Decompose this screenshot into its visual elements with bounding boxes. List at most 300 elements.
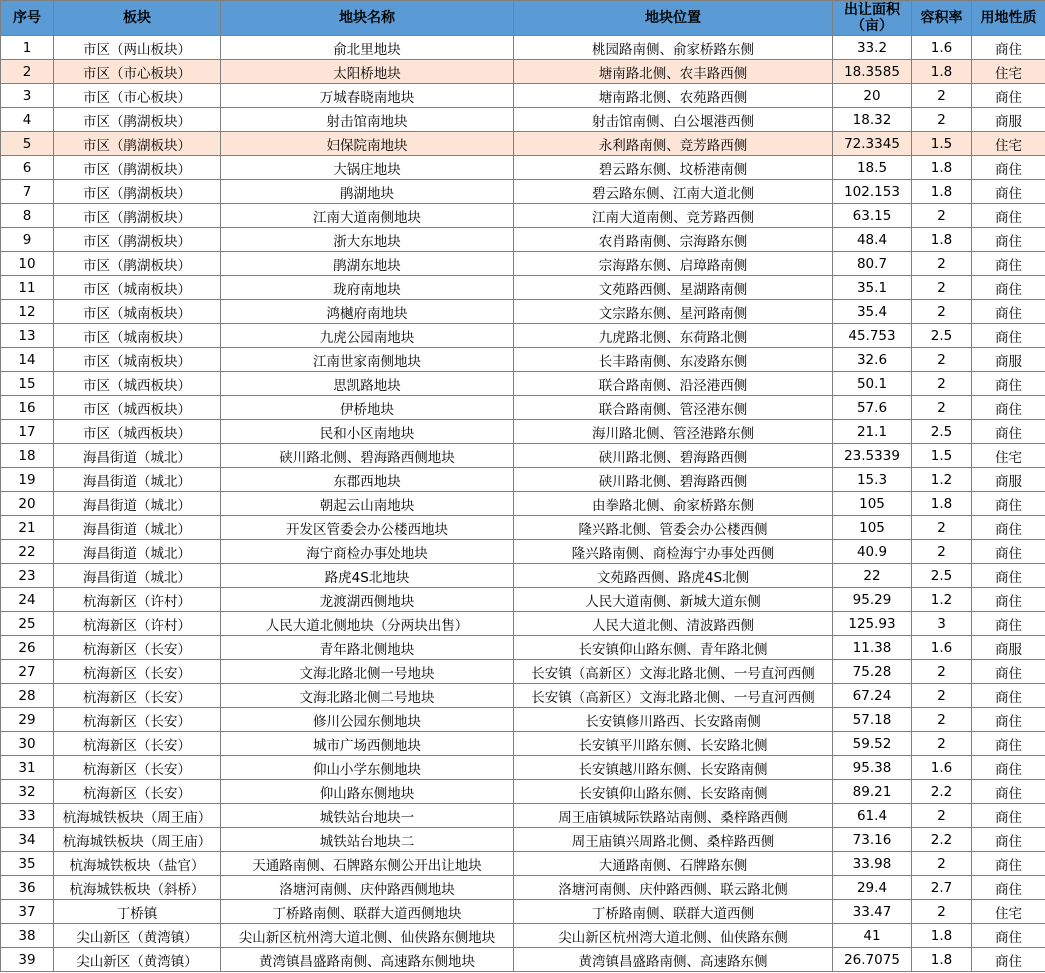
cell-index: 7 <box>1 180 54 204</box>
cell-plot-ratio: 1.8 <box>912 156 972 180</box>
cell-area: 33.47 <box>833 900 912 924</box>
cell-area: 26.7075 <box>833 948 912 972</box>
cell-area: 18.5 <box>833 156 912 180</box>
cell-area: 48.4 <box>833 228 912 252</box>
cell-land-use: 住宅 <box>972 444 1045 468</box>
cell-index: 10 <box>1 252 54 276</box>
cell-sector: 市区（鹃湖板块） <box>54 132 221 156</box>
cell-sector: 市区（城西板块） <box>54 420 221 444</box>
cell-sector: 尖山新区（黄湾镇） <box>54 948 221 972</box>
table-row <box>1 204 1045 228</box>
cell-index: 21 <box>1 516 54 540</box>
cell-plot-ratio: 1.8 <box>912 948 972 972</box>
cell-sector: 市区（鹃湖板块） <box>54 204 221 228</box>
cell-parcel-name: 文海北路北侧一号地块 <box>221 660 514 684</box>
table-row <box>1 948 1045 972</box>
cell-plot-ratio: 1.6 <box>912 36 972 60</box>
cell-area: 95.29 <box>833 588 912 612</box>
cell-sector: 杭海新区（许村） <box>54 612 221 636</box>
cell-index: 30 <box>1 732 54 756</box>
table-row <box>1 804 1045 828</box>
table-row <box>1 780 1045 804</box>
cell-index: 14 <box>1 348 54 372</box>
cell-location: 长安镇（高新区）文海北路北侧、一号直河西侧 <box>514 660 833 684</box>
cell-index: 16 <box>1 396 54 420</box>
cell-index: 12 <box>1 300 54 324</box>
cell-land-use: 商住 <box>972 420 1045 444</box>
cell-plot-ratio: 1.8 <box>912 228 972 252</box>
cell-index: 6 <box>1 156 54 180</box>
cell-parcel-name: 浙大东地块 <box>221 228 514 252</box>
cell-parcel-name: 万城春晓南地块 <box>221 84 514 108</box>
cell-plot-ratio: 1.5 <box>912 132 972 156</box>
cell-plot-ratio: 2 <box>912 516 972 540</box>
cell-plot-ratio: 2.5 <box>912 420 972 444</box>
cell-sector: 海昌街道（城北） <box>54 492 221 516</box>
cell-area: 95.38 <box>833 756 912 780</box>
cell-plot-ratio: 2.5 <box>912 324 972 348</box>
table-row <box>1 708 1045 732</box>
cell-area: 18.3585 <box>833 60 912 84</box>
table-row <box>1 420 1045 444</box>
cell-area: 15.3 <box>833 468 912 492</box>
cell-index: 32 <box>1 780 54 804</box>
cell-land-use: 商住 <box>972 396 1045 420</box>
cell-area: 35.4 <box>833 300 912 324</box>
cell-area: 40.9 <box>833 540 912 564</box>
cell-area: 33.2 <box>833 36 912 60</box>
table-row <box>1 876 1045 900</box>
cell-area: 41 <box>833 924 912 948</box>
table-row <box>1 60 1045 84</box>
cell-location: 由拳路北侧、俞家桥路东侧 <box>514 492 833 516</box>
cell-sector: 杭海新区（长安） <box>54 636 221 660</box>
table-row <box>1 468 1045 492</box>
cell-sector: 市区（两山板块） <box>54 36 221 60</box>
cell-index: 13 <box>1 324 54 348</box>
cell-land-use: 商住 <box>972 756 1045 780</box>
cell-parcel-name: 鹃湖东地块 <box>221 252 514 276</box>
cell-area: 33.98 <box>833 852 912 876</box>
cell-land-use: 商住 <box>972 588 1045 612</box>
cell-sector: 市区（城西板块） <box>54 372 221 396</box>
cell-location: 塘南路北侧、农丰路西侧 <box>514 60 833 84</box>
cell-index: 5 <box>1 132 54 156</box>
cell-parcel-name: 东郡西地块 <box>221 468 514 492</box>
cell-parcel-name: 射击馆南地块 <box>221 108 514 132</box>
cell-land-use: 住宅 <box>972 900 1045 924</box>
cell-plot-ratio: 1.6 <box>912 756 972 780</box>
cell-sector: 杭海新区（长安） <box>54 732 221 756</box>
table-row <box>1 540 1045 564</box>
table-row <box>1 636 1045 660</box>
cell-land-use: 商服 <box>972 636 1045 660</box>
cell-sector: 市区（城南板块） <box>54 300 221 324</box>
table-row <box>1 756 1045 780</box>
cell-plot-ratio: 2 <box>912 660 972 684</box>
cell-sector: 丁桥镇 <box>54 900 221 924</box>
cell-sector: 海昌街道（城北） <box>54 564 221 588</box>
cell-parcel-name: 江南世家南侧地块 <box>221 348 514 372</box>
cell-land-use: 商住 <box>972 492 1045 516</box>
cell-area: 89.21 <box>833 780 912 804</box>
cell-plot-ratio: 2 <box>912 84 972 108</box>
table-row <box>1 444 1045 468</box>
cell-parcel-name: 修川公园东侧地块 <box>221 708 514 732</box>
cell-plot-ratio: 2 <box>912 108 972 132</box>
table-row <box>1 564 1045 588</box>
cell-area: 67.24 <box>833 684 912 708</box>
cell-index: 1 <box>1 36 54 60</box>
table-row <box>1 300 1045 324</box>
cell-sector: 市区（城南板块） <box>54 276 221 300</box>
cell-land-use: 商住 <box>972 684 1045 708</box>
cell-area: 57.6 <box>833 396 912 420</box>
cell-land-use: 商服 <box>972 348 1045 372</box>
cell-index: 33 <box>1 804 54 828</box>
cell-land-use: 商住 <box>972 372 1045 396</box>
cell-land-use: 商住 <box>972 156 1045 180</box>
cell-location: 文苑路西侧、路虎4S北侧 <box>514 564 833 588</box>
cell-sector: 海昌街道（城北） <box>54 540 221 564</box>
cell-plot-ratio: 2 <box>912 204 972 228</box>
cell-location: 长安镇仰山路东侧、青年路北侧 <box>514 636 833 660</box>
cell-land-use: 商住 <box>972 324 1045 348</box>
table-row <box>1 396 1045 420</box>
cell-index: 26 <box>1 636 54 660</box>
cell-sector: 杭海新区（长安） <box>54 684 221 708</box>
cell-location: 隆兴路南侧、商检海宁办事处西侧 <box>514 540 833 564</box>
cell-location: 人民大道南侧、新城大道东侧 <box>514 588 833 612</box>
cell-plot-ratio: 2 <box>912 708 972 732</box>
table-row <box>1 852 1045 876</box>
cell-location: 碧云路东侧、坟桥港南侧 <box>514 156 833 180</box>
cell-parcel-name: 尖山新区杭州湾大道北侧、仙侠路东侧地块 <box>221 924 514 948</box>
cell-area: 18.32 <box>833 108 912 132</box>
cell-plot-ratio: 1.2 <box>912 588 972 612</box>
cell-land-use: 商住 <box>972 516 1045 540</box>
cell-location: 大通路南侧、石牌路东侧 <box>514 852 833 876</box>
header-cell-index: 序号 <box>1 1 54 36</box>
cell-index: 38 <box>1 924 54 948</box>
cell-parcel-name: 九虎公园南地块 <box>221 324 514 348</box>
cell-location: 文宗路东侧、星河路南侧 <box>514 300 833 324</box>
cell-land-use: 商住 <box>972 228 1045 252</box>
cell-location: 丁桥路南侧、联群大道西侧 <box>514 900 833 924</box>
cell-parcel-name: 丁桥路南侧、联群大道西侧地块 <box>221 900 514 924</box>
cell-parcel-name: 江南大道南侧地块 <box>221 204 514 228</box>
table-row <box>1 900 1045 924</box>
cell-area: 125.93 <box>833 612 912 636</box>
cell-index: 4 <box>1 108 54 132</box>
header-cell-parcel-name: 地块名称 <box>221 1 514 36</box>
cell-area: 73.16 <box>833 828 912 852</box>
cell-location: 射击馆南侧、白公堰港西侧 <box>514 108 833 132</box>
cell-location: 长安镇越川路东侧、长安路南侧 <box>514 756 833 780</box>
cell-location: 尖山新区杭州湾大道北侧、仙侠路东侧 <box>514 924 833 948</box>
cell-location: 联合路南侧、沿泾港西侧 <box>514 372 833 396</box>
cell-index: 8 <box>1 204 54 228</box>
table-row <box>1 612 1045 636</box>
cell-plot-ratio: 3 <box>912 612 972 636</box>
cell-parcel-name: 开发区管委会办公楼西地块 <box>221 516 514 540</box>
cell-index: 18 <box>1 444 54 468</box>
cell-area: 23.5339 <box>833 444 912 468</box>
header-cell-sector: 板块 <box>54 1 221 36</box>
cell-plot-ratio: 2 <box>912 300 972 324</box>
cell-parcel-name: 民和小区南地块 <box>221 420 514 444</box>
cell-land-use: 商住 <box>972 252 1045 276</box>
cell-sector: 尖山新区（黄湾镇） <box>54 924 221 948</box>
cell-sector: 杭海城铁板块（周王庙） <box>54 828 221 852</box>
cell-area: 21.1 <box>833 420 912 444</box>
cell-sector: 杭海城铁板块（周王庙） <box>54 804 221 828</box>
table-row <box>1 108 1045 132</box>
cell-parcel-name: 青年路北侧地块 <box>221 636 514 660</box>
cell-plot-ratio: 1.5 <box>912 444 972 468</box>
table-row <box>1 324 1045 348</box>
cell-area: 63.15 <box>833 204 912 228</box>
cell-land-use: 商住 <box>972 948 1045 972</box>
cell-land-use: 商住 <box>972 564 1045 588</box>
cell-parcel-name: 黄湾镇昌盛路南侧、高速路东侧地块 <box>221 948 514 972</box>
cell-land-use: 住宅 <box>972 132 1045 156</box>
cell-land-use: 商住 <box>972 300 1045 324</box>
cell-land-use: 商服 <box>972 108 1045 132</box>
table-row <box>1 348 1045 372</box>
cell-land-use: 商住 <box>972 540 1045 564</box>
cell-index: 19 <box>1 468 54 492</box>
cell-parcel-name: 俞北里地块 <box>221 36 514 60</box>
cell-area: 57.18 <box>833 708 912 732</box>
cell-land-use: 商住 <box>972 804 1045 828</box>
cell-index: 34 <box>1 828 54 852</box>
cell-plot-ratio: 1.2 <box>912 468 972 492</box>
table-row <box>1 492 1045 516</box>
cell-area: 22 <box>833 564 912 588</box>
cell-parcel-name: 伊桥地块 <box>221 396 514 420</box>
cell-parcel-name: 龙渡湖西侧地块 <box>221 588 514 612</box>
cell-index: 24 <box>1 588 54 612</box>
cell-plot-ratio: 1.8 <box>912 924 972 948</box>
cell-index: 22 <box>1 540 54 564</box>
cell-sector: 市区（鹃湖板块） <box>54 156 221 180</box>
cell-location: 周王庙镇城际铁路站南侧、桑梓路西侧 <box>514 804 833 828</box>
cell-parcel-name: 太阳桥地块 <box>221 60 514 84</box>
cell-location: 长安镇修川路西、长安路南侧 <box>514 708 833 732</box>
cell-parcel-name: 鸿樾府南地块 <box>221 300 514 324</box>
header-cell-location: 地块位置 <box>514 1 833 36</box>
cell-sector: 市区（鹃湖板块） <box>54 108 221 132</box>
cell-land-use: 商住 <box>972 732 1045 756</box>
cell-plot-ratio: 2 <box>912 804 972 828</box>
cell-index: 2 <box>1 60 54 84</box>
cell-index: 25 <box>1 612 54 636</box>
cell-plot-ratio: 2.5 <box>912 564 972 588</box>
table-row <box>1 156 1045 180</box>
cell-sector: 海昌街道（城北） <box>54 468 221 492</box>
cell-index: 27 <box>1 660 54 684</box>
cell-parcel-name: 洛塘河南侧、庆仲路西侧地块 <box>221 876 514 900</box>
cell-area: 29.4 <box>833 876 912 900</box>
cell-sector: 市区（市心板块） <box>54 60 221 84</box>
cell-parcel-name: 人民大道北侧地块（分两块出售） <box>221 612 514 636</box>
cell-parcel-name: 仰山小学东侧地块 <box>221 756 514 780</box>
cell-area: 59.52 <box>833 732 912 756</box>
cell-area: 45.753 <box>833 324 912 348</box>
table-row <box>1 228 1045 252</box>
cell-area: 75.28 <box>833 660 912 684</box>
table-row <box>1 180 1045 204</box>
cell-area: 80.7 <box>833 252 912 276</box>
cell-area: 50.1 <box>833 372 912 396</box>
header-cell-plot-ratio: 容积率 <box>912 1 972 36</box>
cell-plot-ratio: 2 <box>912 372 972 396</box>
cell-location: 农肖路南侧、宗海路东侧 <box>514 228 833 252</box>
cell-sector: 海昌街道（城北） <box>54 444 221 468</box>
cell-location: 洛塘河南侧、庆仲路西侧、联云路北侧 <box>514 876 833 900</box>
table-row <box>1 732 1045 756</box>
cell-plot-ratio: 2 <box>912 276 972 300</box>
cell-parcel-name: 妇保院南地块 <box>221 132 514 156</box>
cell-sector: 杭海新区（许村） <box>54 588 221 612</box>
cell-land-use: 住宅 <box>972 60 1045 84</box>
cell-sector: 杭海新区（长安） <box>54 708 221 732</box>
cell-area: 105 <box>833 516 912 540</box>
cell-sector: 市区（城南板块） <box>54 324 221 348</box>
table-row <box>1 924 1045 948</box>
cell-land-use: 商服 <box>972 468 1045 492</box>
cell-sector: 杭海新区（长安） <box>54 660 221 684</box>
cell-index: 17 <box>1 420 54 444</box>
table-row <box>1 684 1045 708</box>
cell-location: 长安镇平川路东侧、长安路北侧 <box>514 732 833 756</box>
cell-location: 联合路南侧、管泾港东侧 <box>514 396 833 420</box>
table-row <box>1 84 1045 108</box>
cell-plot-ratio: 2 <box>912 852 972 876</box>
cell-sector: 杭海城铁板块（斜桥） <box>54 876 221 900</box>
cell-parcel-name: 朝起云山南地块 <box>221 492 514 516</box>
cell-index: 9 <box>1 228 54 252</box>
cell-index: 36 <box>1 876 54 900</box>
table-row <box>1 276 1045 300</box>
cell-sector: 市区（鹃湖板块） <box>54 228 221 252</box>
cell-parcel-name: 路虎4S北地块 <box>221 564 514 588</box>
cell-parcel-name: 硖川路北侧、碧海路西侧地块 <box>221 444 514 468</box>
cell-location: 江南大道南侧、竞芳路西侧 <box>514 204 833 228</box>
cell-plot-ratio: 2.2 <box>912 828 972 852</box>
cell-land-use: 商住 <box>972 852 1045 876</box>
cell-land-use: 商住 <box>972 876 1045 900</box>
cell-location: 碧云路东侧、江南大道北侧 <box>514 180 833 204</box>
cell-index: 35 <box>1 852 54 876</box>
cell-land-use: 商住 <box>972 828 1045 852</box>
cell-plot-ratio: 1.8 <box>912 180 972 204</box>
cell-location: 永利路南侧、竞芳路西侧 <box>514 132 833 156</box>
cell-location: 黄湾镇昌盛路南侧、高速路东侧 <box>514 948 833 972</box>
header-row <box>1 1 1045 36</box>
cell-location: 硖川路北侧、碧海路西侧 <box>514 468 833 492</box>
cell-location: 长丰路南侧、东凌路东侧 <box>514 348 833 372</box>
cell-area: 32.6 <box>833 348 912 372</box>
cell-plot-ratio: 1.6 <box>912 636 972 660</box>
cell-area: 72.3345 <box>833 132 912 156</box>
cell-plot-ratio: 2.7 <box>912 876 972 900</box>
cell-sector: 杭海新区（长安） <box>54 780 221 804</box>
cell-sector: 杭海城铁板块（盐官） <box>54 852 221 876</box>
cell-plot-ratio: 2.2 <box>912 780 972 804</box>
cell-index: 23 <box>1 564 54 588</box>
cell-land-use: 商住 <box>972 276 1045 300</box>
cell-location: 桃园路南侧、俞家桥路东侧 <box>514 36 833 60</box>
cell-location: 隆兴路北侧、管委会办公楼西侧 <box>514 516 833 540</box>
cell-land-use: 商住 <box>972 660 1045 684</box>
cell-location: 硖川路北侧、碧海路西侧 <box>514 444 833 468</box>
cell-index: 3 <box>1 84 54 108</box>
table-row <box>1 36 1045 60</box>
cell-land-use: 商住 <box>972 780 1045 804</box>
cell-location: 长安镇仰山路东侧、长安路南侧 <box>514 780 833 804</box>
cell-area: 20 <box>833 84 912 108</box>
cell-sector: 市区（城西板块） <box>54 396 221 420</box>
table-row <box>1 372 1045 396</box>
table-row <box>1 132 1045 156</box>
cell-sector: 市区（市心板块） <box>54 84 221 108</box>
cell-land-use: 商住 <box>972 612 1045 636</box>
cell-land-use: 商住 <box>972 924 1045 948</box>
cell-land-use: 商住 <box>972 204 1045 228</box>
cell-parcel-name: 城市广场西侧地块 <box>221 732 514 756</box>
cell-land-use: 商住 <box>972 36 1045 60</box>
cell-index: 29 <box>1 708 54 732</box>
cell-plot-ratio: 2 <box>912 540 972 564</box>
cell-parcel-name: 城铁站台地块二 <box>221 828 514 852</box>
cell-location: 塘南路北侧、农苑路西侧 <box>514 84 833 108</box>
cell-parcel-name: 仰山路东侧地块 <box>221 780 514 804</box>
cell-index: 20 <box>1 492 54 516</box>
cell-plot-ratio: 2 <box>912 348 972 372</box>
cell-location: 九虎路北侧、东荷路北侧 <box>514 324 833 348</box>
cell-parcel-name: 海宁商检办事处地块 <box>221 540 514 564</box>
cell-plot-ratio: 2 <box>912 900 972 924</box>
cell-area: 102.153 <box>833 180 912 204</box>
cell-index: 15 <box>1 372 54 396</box>
cell-plot-ratio: 1.8 <box>912 492 972 516</box>
cell-index: 37 <box>1 900 54 924</box>
table-row <box>1 516 1045 540</box>
cell-sector: 杭海新区（长安） <box>54 756 221 780</box>
cell-area: 105 <box>833 492 912 516</box>
table-row <box>1 660 1045 684</box>
header-cell-land-use: 用地性质 <box>972 1 1045 36</box>
cell-location: 宗海路东侧、启璋路南侧 <box>514 252 833 276</box>
header-cell-area: 出让面积（亩） <box>833 1 912 36</box>
cell-area: 61.4 <box>833 804 912 828</box>
table-row <box>1 828 1045 852</box>
cell-location: 人民大道北侧、清波路西侧 <box>514 612 833 636</box>
cell-parcel-name: 大锅庄地块 <box>221 156 514 180</box>
cell-sector: 海昌街道（城北） <box>54 516 221 540</box>
cell-parcel-name: 天通路南侧、石牌路东侧公开出让地块 <box>221 852 514 876</box>
cell-sector: 市区（鹃湖板块） <box>54 252 221 276</box>
cell-land-use: 商住 <box>972 708 1045 732</box>
cell-index: 31 <box>1 756 54 780</box>
cell-parcel-name: 鹃湖地块 <box>221 180 514 204</box>
cell-index: 28 <box>1 684 54 708</box>
cell-plot-ratio: 1.8 <box>912 60 972 84</box>
cell-sector: 市区（城南板块） <box>54 348 221 372</box>
cell-location: 文苑路西侧、星湖路南侧 <box>514 276 833 300</box>
